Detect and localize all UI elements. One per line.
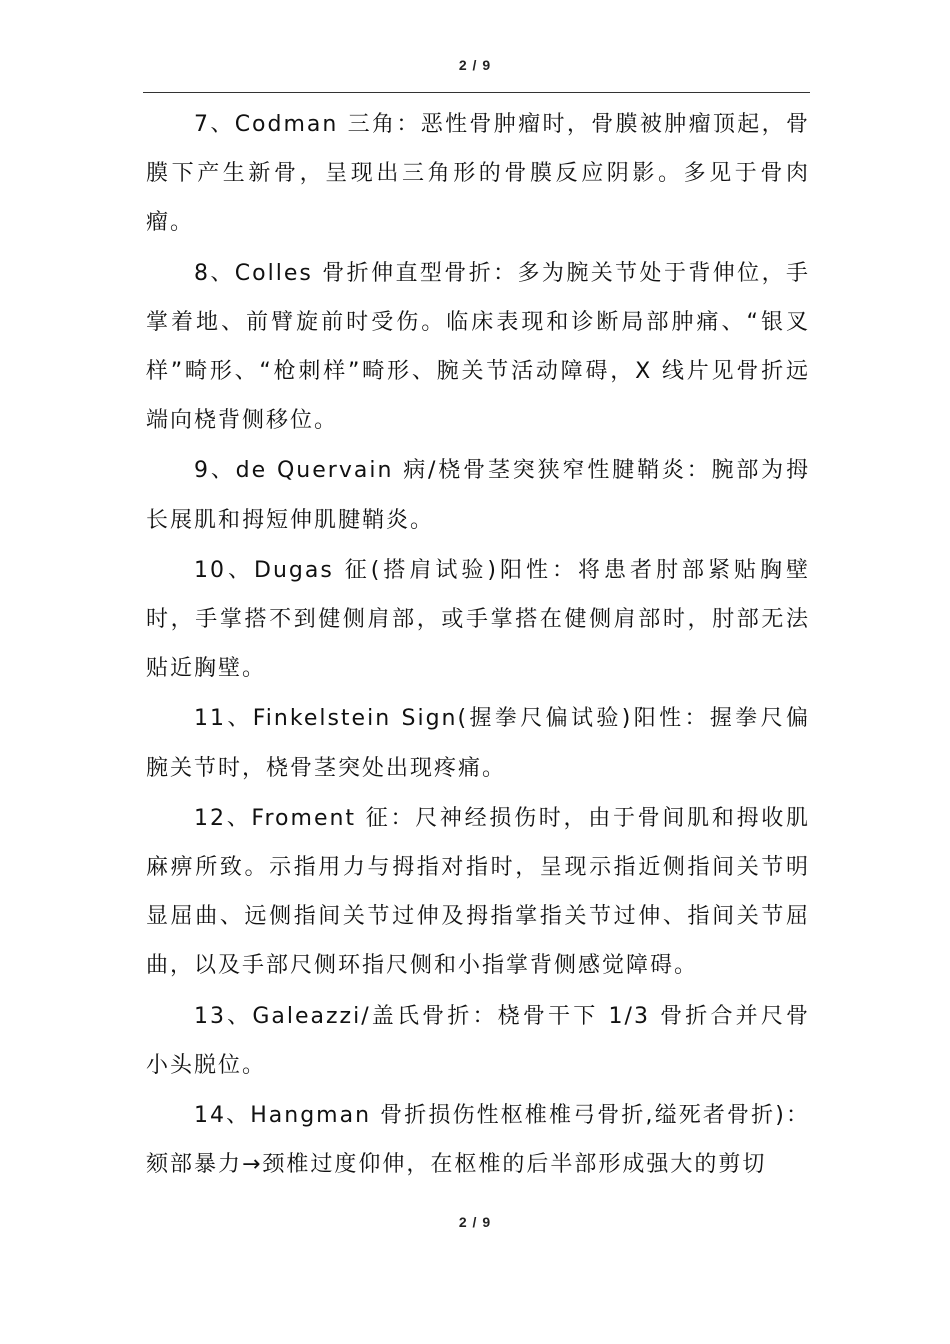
paragraph-colles-fracture: 8、Colles 骨折伸直型骨折：多为腕关节处于背伸位，手掌着地、前臂旋前时受伤。临床表现和诊断局部肿痛、“银叉样”畸形、“枪刺样”畸形、腕关节活动障碍，X 线片见骨折远端向桡背侧移位。 bbox=[146, 260, 810, 434]
paragraph-de-quervain: 9、de Quervain 病/桡骨茎突狭窄性腱鞘炎：腕部为拇长展肌和拇短伸肌腱鞘炎。 bbox=[146, 458, 810, 533]
paragraph-dugas-sign: 10、Dugas 征(搭肩试验)阳性：将患者肘部紧贴胸壁时，手掌搭不到健侧肩部，或手掌搭在健侧肩部时，肘部无法贴近胸壁。 bbox=[146, 557, 810, 682]
paragraph-finkelstein-sign: 11、Finkelstein Sign(握拳尺偏试验)阳性：握拳尺偏腕关节时，桡骨茎突处出现疼痛。 bbox=[146, 706, 810, 781]
paragraph-froment-sign: 12、Froment 征：尺神经损伤时，由于骨间肌和拇收肌麻痹所致。示指用力与拇指对指时，呈现示指近侧指间关节明显屈曲、远侧指间关节过伸及拇指掌指关节过伸、指间关节屈曲，以及手部尺侧环指尺侧和小指掌背侧感觉障碍。 bbox=[146, 805, 810, 979]
page-number-header: 2 / 9 bbox=[458, 57, 492, 73]
document-body bbox=[146, 100, 810, 1189]
header-divider bbox=[143, 92, 810, 93]
paragraph-codman-triangle: 7、Codman 三角：恶性骨肿瘤时，骨膜被肿瘤顶起，骨膜下产生新骨，呈现出三角形的骨膜反应阴影。多见于骨肉瘤。 bbox=[146, 112, 810, 236]
paragraph-hangman-fracture: 14、Hangman 骨折损伤性枢椎椎弓骨折,缢死者骨折)：颏部暴力→颈椎过度仰伸，在枢椎的后半部形成强大的剪切 bbox=[146, 1103, 810, 1178]
page-number-footer: 2 / 9 bbox=[458, 1214, 492, 1230]
paragraph-galeazzi-fracture: 13、Galeazzi/盖氏骨折：桡骨干下 1/3 骨折合并尺骨小头脱位。 bbox=[146, 1003, 810, 1078]
